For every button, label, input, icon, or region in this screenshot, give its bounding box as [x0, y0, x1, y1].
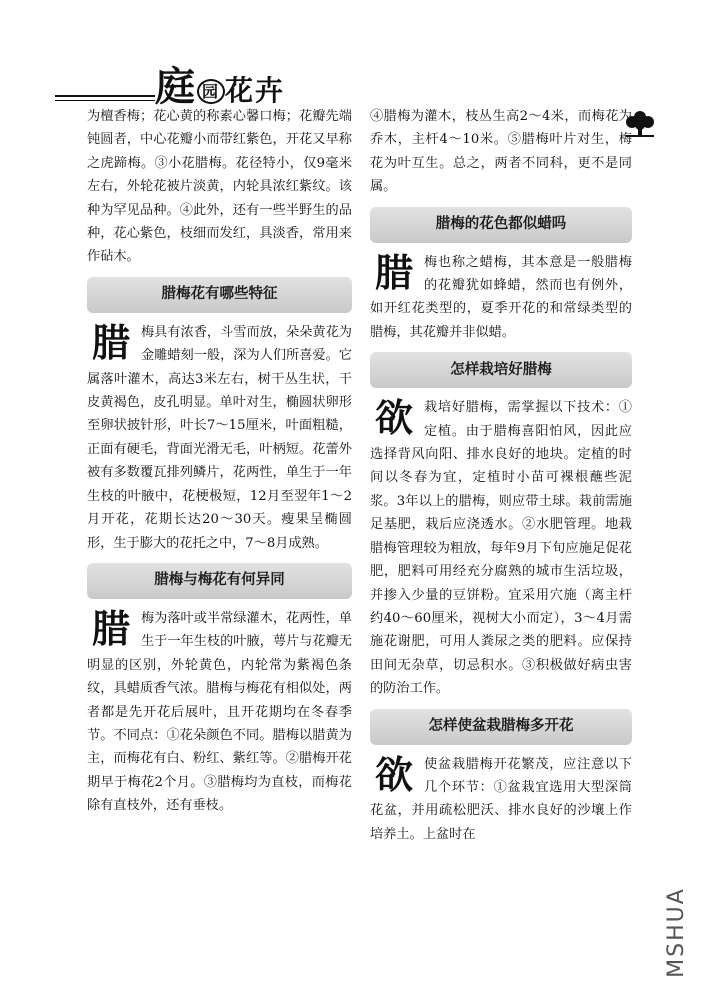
color-text: 梅也称之蜡梅，其本意是一般腊梅的花瓣犹如蜂蜡，然而也有例外，如开红花类型的，夏季开花的和常绿类型的腊梅，其花瓣并非似蜡。 — [370, 254, 632, 340]
section-heading-color: 腊梅的花色都似蜡吗 — [370, 207, 632, 243]
drop-cap: 欲 — [374, 396, 413, 441]
section-heading-comparison: 腊梅与梅花有何异同 — [87, 563, 352, 599]
header-rule — [55, 95, 155, 101]
cultivation-text: 栽培好腊梅，需掌握以下技术：①定植。由于腊梅喜阳怕风，因此应选择背风向阳、排水良好的地块。定植的时间以冬春为宜，定植时小苗可裸根蘸些泥浆。3年以上的腊梅，则应带土球。栽前需施足基肥，栽后应浇透水。②水肥管理。地栽腊梅管理较为粗放，每年9月下旬应施足促花肥，肥料可用经充分腐熟的城市生活垃圾，并掺入少量的豆饼粉。宜采用穴施（离主杆约40～60厘米，视树大小而定），3～4月需施花谢肥，可用人粪尿之类的肥料。应保持田间无杂草，切忌积水。③积极做好病虫害的防治工作。 — [370, 400, 632, 697]
section-comparison-body — [87, 607, 352, 818]
section-features-body — [87, 321, 352, 555]
section-potted-body — [370, 753, 632, 847]
section-heading-potted: 怎样使盆栽腊梅多开花 — [370, 709, 632, 745]
comparison-text: 梅为落叶或半常绿灌木，花两性，单生于一年生枝的叶腋，萼片与花瓣无明显的区别，外轮黄色，内轮常为紫褐色条纹，具蜡质香气浓。腊梅与梅花有相似处，两者都是先开花后展叶，且开花期均在冬春季节。不同点：①花朵颜色不同。腊梅以腊黄为主，而梅花有白、粉红、紫红等。②腊梅开花期早于梅花2个月。③腊梅均为直枝，而梅花除有直枝外，还有垂枝。 — [87, 610, 352, 814]
left-column — [87, 105, 352, 818]
watermark — [663, 880, 701, 990]
drop-cap: 腊 — [374, 250, 413, 295]
right-intro: ④腊梅为灌木，枝丛生高2～4米，而梅花为乔木，主杆4～10米。⑤腊梅叶片对生，梅花为叶互生。总之，两者不同科，更不是同属。 — [370, 109, 632, 195]
title-small: 园 — [197, 79, 225, 104]
section-heading-cultivation: 怎样栽培好腊梅 — [370, 352, 632, 388]
drop-cap: 腊 — [91, 606, 130, 651]
section-heading-features: 腊梅花有哪些特征 — [87, 277, 352, 313]
potted-text: 使盆栽腊梅开花繁茂，应注意以下几个环节：①盆栽宜选用大型深筒花盆，并用疏松肥沃、排水良好的沙壤上作培养土。上盆时在 — [370, 756, 632, 842]
features-text: 梅具有浓香，斗雪而放，朵朵黄花为金雕蜡刻一般，深为人们所喜爱。它属落叶灌木，高达3米左右，树干丛生状，干皮黄褐色，皮孔明显。单叶对生，椭圆状卵形至卵状披针形，叶长7～15厘米，叶面粗糙，正面有硬毛，背面光滑无毛，叶柄短。花蕾外被有多数覆瓦排列鳞片，花两性，单生于一年生枝的叶腋中，花梗极短，12月至翌年1～2月开花，花期长达20～30天。瘦果呈椭圆形，生于膨大的花托之中，7～8月成熟。 — [87, 324, 352, 551]
drop-cap: 欲 — [374, 752, 413, 797]
watermark-text: MSHUA — [663, 887, 689, 978]
drop-cap: 腊 — [91, 320, 130, 365]
section-cultivation-body — [370, 396, 632, 700]
section-color-body — [370, 251, 632, 345]
title-big: 庭 — [155, 63, 197, 110]
section-title — [155, 55, 285, 112]
right-column — [370, 105, 632, 846]
title-rest: 花卉 — [225, 74, 286, 107]
left-intro: 为檀香梅；花心黄的称素心馨口梅；花瓣先端钝圆者，中心花瓣小而带红紫色，开花又早称之虎蹄梅。③小花腊梅。花径特小，仅9毫米左右，外轮花被片淡黄，内轮具浓红紫纹。该种为罕见品种。④此外，还有一些半野生的品种，花心紫色，枝细而发红，具淡香，常用来作砧木。 — [87, 109, 352, 265]
page-header — [55, 55, 615, 110]
